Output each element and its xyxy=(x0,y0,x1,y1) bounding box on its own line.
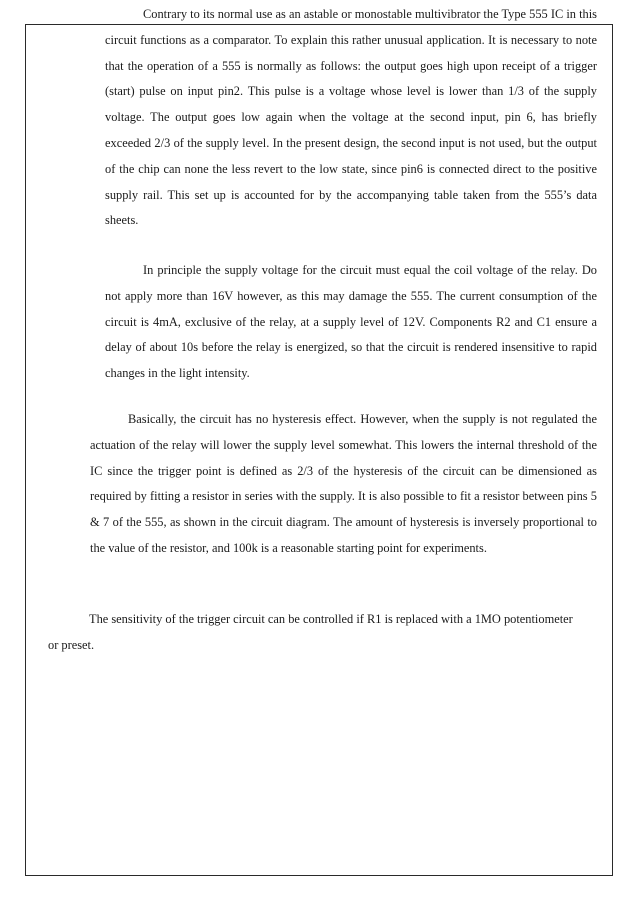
paragraph-hysteresis: Basically, the circuit has no hysteresis effect. However, when the supply is not regulated the actuation of the relay will lower the supply level somewhat. This lowers the internal threshold of the IC since the trigger point is defined as 2/3 of the hysteresis of the circuit can be dimensioned as required by fitting a resistor in series with the supply. It is also possible to fit a resistor between pins 5 & 7 of the 555, as shown in the circuit diagram. The amount of hysteresis is inversely proportional to the value of the resistor, and 100k is a reasonable starting point for experiments. xyxy=(90,412,597,555)
paragraph-comparator-intro: Contrary to its normal use as an astable or monostable multivibrator the Type 555 IC in this circuit functions as a comparator. To explain this rather unusual application. It is necessary to note that the operation of a 555 is normally as follows: the output goes high upon receipt of a trigger (start) pulse on input pin2. This pulse is a voltage whose level is lower than 1/3 of the supply voltage. The output goes low again when the voltage at the second input, pin 6, has briefly exceeded 2/3 of the supply level. In the present design, the second input is not used, but the output of the chip can none the less revert to the low state, since pin6 is connected direct to the positive supply rail. This set up is accounted for by the accompanying table taken from the 555’s data sheets. xyxy=(105,7,597,228)
paragraph-supply-voltage: In principle the supply voltage for the circuit must equal the coil voltage of the relay. Do not apply more than 16V however, as this may damage the 555. The current consumption of the circuit is 4mA, exclusive of the relay, at a supply level of 12V. Components R2 and C1 ensure a delay of about 10s before the relay is energized, so that the circuit is rendered insensitive to rapid changes in the light intensity. xyxy=(105,263,597,381)
paragraph-sensitivity: The sensitivity of the trigger circuit can be controlled if R1 is replaced with a 1MO potentiometer or preset. xyxy=(48,612,573,652)
